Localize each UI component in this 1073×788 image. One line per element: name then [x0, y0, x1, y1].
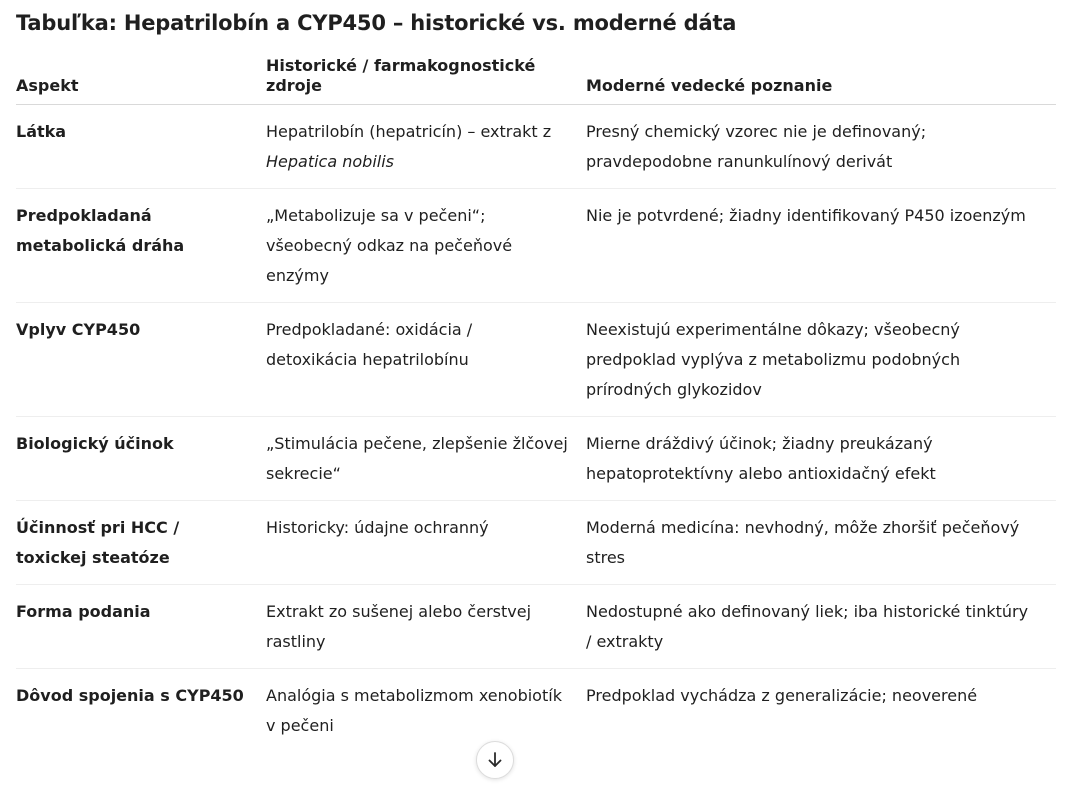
- cell-aspect: Biologický účinok: [16, 417, 266, 501]
- cell-modern: Neexistujú experimentálne dôkazy; všeobecný predpoklad vyplýva z metabolizmu podobných prírodných glykozidov: [586, 303, 1056, 417]
- table-body: [16, 105, 1056, 753]
- cell-modern: Predpoklad vychádza z generalizácie; neoverené: [586, 686, 978, 705]
- cell-modern: Moderná medicína: nevhodný, môže zhoršiť pečeňový stres: [586, 501, 1056, 585]
- cell-historical-italic: Hepatica nobilis: [266, 152, 394, 171]
- cell-historical: „Metabolizuje sa v pečeni“; všeobecný odkaz na pečeňové enzýmy: [266, 189, 586, 303]
- table-row: [16, 105, 1056, 189]
- cell-historical: Analógia s metabolizmom xenobiotík v pečeni: [266, 686, 562, 735]
- page-title: Tabuľka: Hepatrilobín a CYP450 – historické vs. moderné dáta: [16, 11, 737, 35]
- cell-historical: Historicky: údajne ochranný: [266, 501, 586, 585]
- comparison-table: [16, 56, 1056, 752]
- cell-historical-text: Hepatrilobín (hepatricín) – extrakt z: [266, 122, 552, 141]
- cell-historical: „Stimulácia pečene, zlepšenie žlčovej sekrecie“: [266, 417, 586, 501]
- table-row: [16, 501, 1056, 585]
- cell-historical: Predpokladané: oxidácia / detoxikácia hepatrilobínu: [266, 303, 586, 417]
- table-header-row: [16, 56, 1056, 105]
- header-modern: Moderné vedecké poznanie: [586, 56, 1056, 105]
- header-historical: Historické / farmakognostické zdroje: [266, 56, 586, 105]
- cell-aspect: Vplyv CYP450: [16, 303, 266, 417]
- cell-historical: Extrakt zo sušenej alebo čerstvej rastliny: [266, 585, 586, 669]
- cell-aspect: Dôvod spojenia s CYP450: [16, 686, 244, 705]
- table-row: [16, 585, 1056, 669]
- cell-aspect: Látka: [16, 105, 266, 189]
- scroll-down-button[interactable]: [476, 741, 514, 779]
- table-row: [16, 417, 1056, 501]
- cell-aspect: Predpokladaná metabolická dráha: [16, 189, 266, 303]
- header-aspect: Aspekt: [16, 56, 266, 105]
- cell-modern: Mierne dráždivý účinok; žiadny preukázaný hepatoprotektívny alebo antioxidačný efekt: [586, 417, 1056, 501]
- cell-modern: Nie je potvrdené; žiadny identifikovaný P450 izoenzým: [586, 189, 1056, 303]
- cell-aspect: Účinnosť pri HCC / toxickej steatóze: [16, 501, 266, 585]
- cell-aspect: Forma podania: [16, 585, 266, 669]
- cell-modern: Presný chemický vzorec nie je definovaný; pravdepodobne ranunkulínový derivát: [586, 105, 1056, 189]
- table-row: [16, 303, 1056, 417]
- table-header: [16, 56, 1056, 105]
- arrow-down-icon: [485, 750, 505, 770]
- table-row: [16, 669, 1056, 753]
- cell-modern: Nedostupné ako definovaný liek; iba historické tinktúry / extrakty: [586, 585, 1056, 669]
- cell-historical: [266, 105, 586, 189]
- table-row: [16, 189, 1056, 303]
